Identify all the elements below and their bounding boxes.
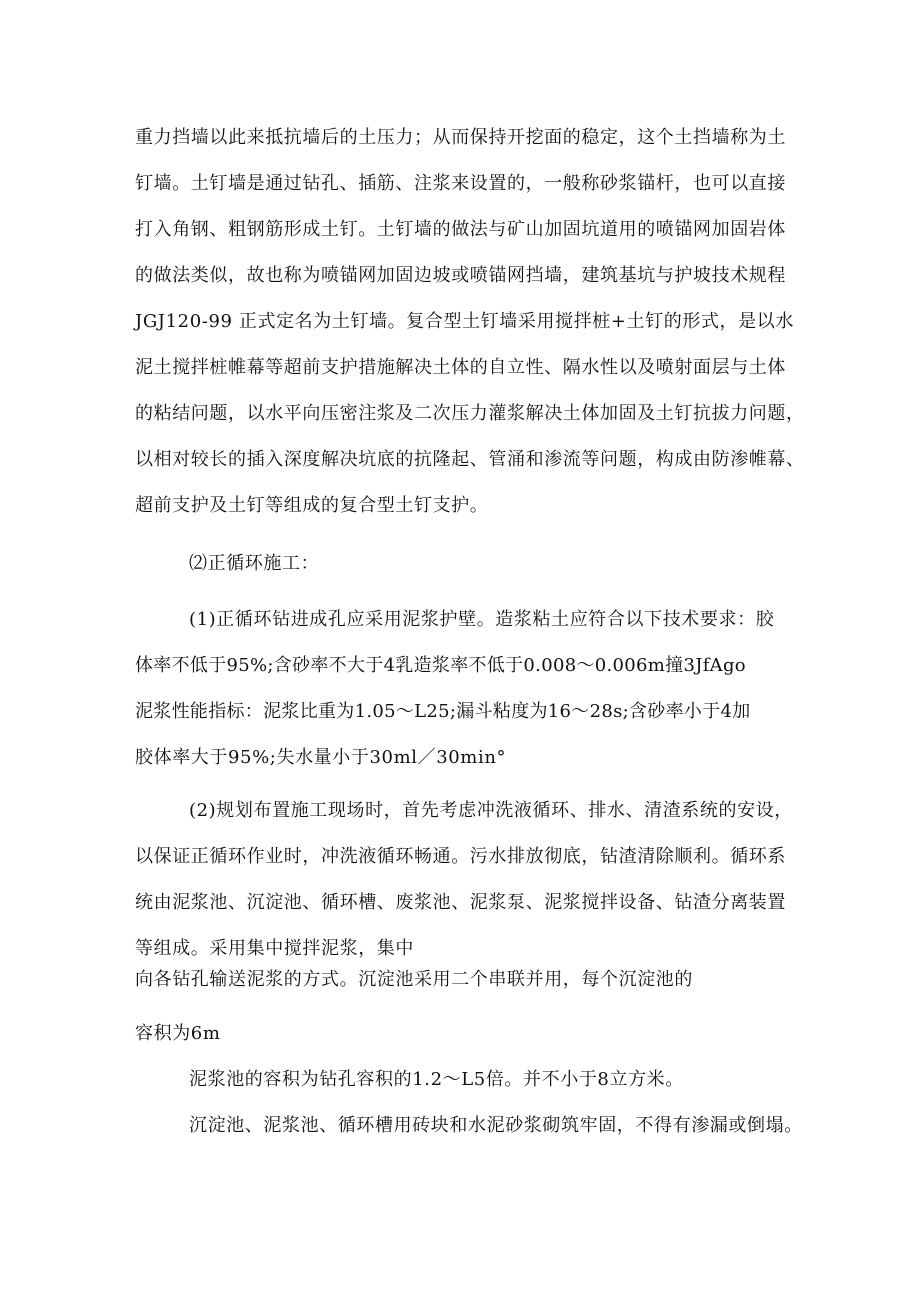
list-item-text: 容积为6m [135, 1023, 221, 1044]
body-text-line: 超前支护及土钉等组成的复合型土钉支护。 [135, 495, 489, 516]
body-text-line: 泥浆池的容积为钻孔容积的1.2～L5倍。并不小于8立方米。 [189, 1069, 684, 1090]
body-text-line: 重力挡墙以此来抵抗墙后的土压力；从而保持开挖面的稳定，这个土挡墙称为土 [135, 127, 786, 148]
body-text-line: 以相对较长的插入深度解决坑底的抗隆起、管涌和渗流等问题，构成由防渗帷幕、 [135, 449, 805, 470]
list-item-text: 泥浆性能指标：泥浆比重为1.05～L25;漏斗粘度为16～28s;含砂率小于4加 [135, 701, 751, 722]
section-heading: ⑵正循环施工： [189, 553, 320, 574]
body-text-line: 泥土搅拌桩帷幕等超前支护措施解决土体的自立性、隔水性以及喷射面层与土体 [135, 357, 786, 378]
list-item-text: 向各钻孔输送泥浆的方式。沉淀池采用二个串联并用，每个沉淀池的 [135, 969, 693, 990]
body-text-line: JGJ120-99 正式定名为土钉墙。复合型土钉墙采用搅拌桩+土钉的形式，是以水 [135, 311, 794, 332]
body-text-line: 沉淀池、泥浆池、循环槽用砖块和水泥砂浆砌筑牢固，不得有渗漏或倒塌。 [189, 1115, 803, 1136]
list-item-text: 胶体率大于95%;失水量小于30ml／30min° [135, 747, 507, 768]
list-item-text: (1)正循环钻进成孔应采用泥浆护壁。造浆粘土应符合以下技术要求：胶 [189, 609, 775, 630]
body-text-line: 打入角钢、粗钢筋形成土钉。土钉墙的做法与矿山加固坑道用的喷锚网加固岩体 [135, 219, 786, 240]
list-item-text: 以保证正循环作业时，冲洗液循环畅通。污水排放彻底，钻渣清除顺利。循环系 [135, 846, 786, 867]
list-item-text: 统由泥浆池、沉淀池、循环槽、废浆池、泥浆泵、泥浆搅拌设备、钻渣分离装置 [135, 892, 786, 913]
body-text-line: 的粘结问题，以水平向压密注浆及二次压力灌浆解决土体加固及土钉抗拔力问题， [135, 403, 805, 424]
list-item-text: 体率不低于95%;含砂率不大于4乳造浆率不低于0.008～0.006m撞3JfAgo [135, 655, 746, 676]
body-text-line: 的做法类似，故也称为喷锚网加固边坡或喷锚网挡墙，建筑基坑与护坡技术规程 [135, 265, 786, 286]
list-item-text: (2)规划布置施工现场时，首先考虑冲洗液循环、排水、清渣系统的安设， [189, 800, 793, 821]
list-item-text: 等组成。采用集中搅拌泥浆，集中 [135, 938, 414, 959]
body-text-line: 钉墙。土钉墙是通过钻孔、插筋、注浆来设置的，一般称砂浆锚杆，也可以直接 [135, 173, 786, 194]
